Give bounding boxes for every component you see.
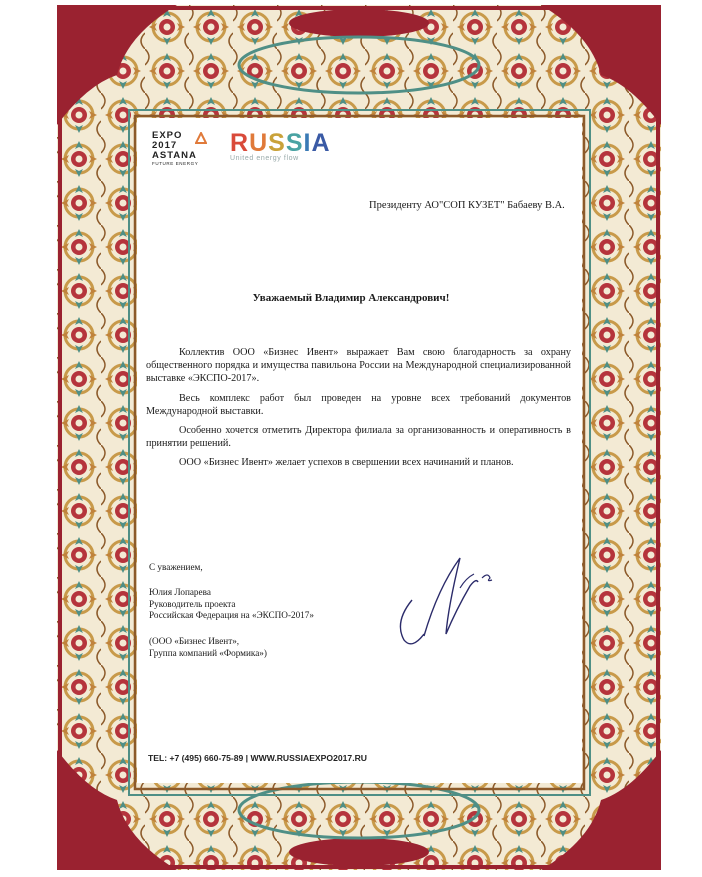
signer-position: Руководитель проекта: [149, 598, 236, 609]
expo-triangle-icon: [195, 132, 207, 144]
russia-wordmark: RUSSIA: [230, 129, 331, 157]
expo-logo-line3: ASTANA: [152, 150, 197, 161]
addressee: Президенту АО"СОП КУЗЕТ" Бабаеву В.А.: [369, 200, 565, 211]
paragraph: ООО «Бизнес Ивент» желает успехов в свершении всех начинаний и планов.: [179, 457, 514, 469]
expo-2017-logo: [152, 131, 212, 167]
expo-logo-line2: 2017: [152, 140, 178, 151]
signer-organization: Российская Федерация на «ЭКСПО-2017»: [149, 610, 314, 621]
letter-body: [146, 346, 571, 476]
paragraph: Коллектив ООО «Бизнес Ивент» выражает Вам свою благодарность за охрану общественного порядка и имущества павильона России на Международной специализированной выставке «ЭКСПО-2017».: [146, 347, 571, 385]
expo-logo-line1: EXPO: [152, 130, 183, 141]
handwritten-signature: [390, 548, 510, 658]
expo-logo-line4: FUTURE ENERGY: [152, 161, 199, 166]
footer-contacts: TEL: +7 (495) 660-75-89 | WWW.RUSSIAEXPO2017.RU: [148, 753, 367, 763]
signer-company-line2: Группа компаний «Формика»): [149, 647, 267, 658]
paragraph: Особенно хочется отметить Директора филиала за организованность и оперативность в принятии решений.: [146, 425, 571, 450]
closing: С уважением,: [149, 562, 203, 572]
greeting: Уважаемый Владимир Александрович!: [252, 292, 450, 304]
signature-block: [149, 562, 314, 660]
russia-pavilion-logo: [230, 131, 331, 162]
signer-name: Юлия Лопарева: [149, 586, 211, 597]
paragraph: Весь комплекс работ был проведен на уровне всех требований документов Международной выставки.: [146, 392, 571, 417]
signer-company-line1: (ООО «Бизнес Ивент»,: [149, 636, 240, 647]
russia-tagline: United energy flow: [230, 155, 299, 162]
